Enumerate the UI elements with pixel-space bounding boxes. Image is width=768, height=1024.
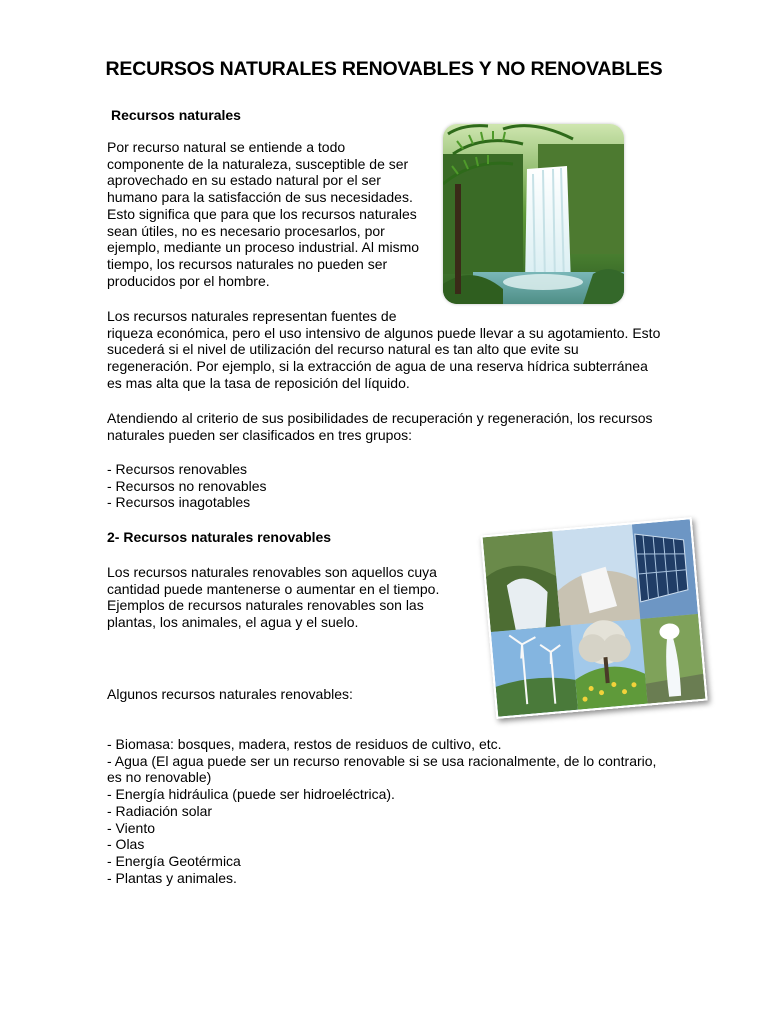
- text-line: aprovechado en su estado natural por el ser: [107, 172, 381, 189]
- text-line: humano para la satisfacción de sus necesidades.: [107, 189, 413, 206]
- text-line: riqueza económica, pero el uso intensivo de algunos puede llevar a su agotamiento. Esto: [107, 324, 661, 341]
- list-item: - Olas: [107, 836, 145, 853]
- text-line: sean útiles, no es necesario procesarlos, por: [107, 222, 385, 239]
- text-line: ejemplo, mediante un proceso industrial. Al mismo: [107, 239, 420, 256]
- renovables-intro-line: Algunos recursos naturales renovables:: [107, 686, 353, 702]
- text-line: Los recursos naturales renovables son aquellos cuya: [107, 564, 437, 580]
- text-line: producidos por el hombre.: [107, 272, 270, 289]
- list-item: es no renovable): [107, 769, 212, 786]
- section-heading-recursos-naturales: Recursos naturales: [111, 107, 241, 123]
- text-line: Por recurso natural se entiende a todo: [107, 139, 346, 155]
- text-line: componente de la naturaleza, susceptible de ser: [107, 155, 409, 172]
- renewable-resources-list: [107, 736, 656, 886]
- classification-paragraph: [107, 410, 653, 443]
- text-line: Ejemplos de recursos naturales renovables son las: [107, 597, 424, 614]
- list-item: - Biomasa: bosques, madera, restos de residuos de cultivo, etc.: [107, 736, 502, 752]
- text-line: Esto significa que para que los recursos naturales: [107, 205, 417, 222]
- text-line: plantas, los animales, el agua y el suelo.: [107, 614, 359, 631]
- economic-paragraph: [107, 308, 660, 392]
- list-item: - Radiación solar: [107, 802, 213, 819]
- text-line: regeneración. Por ejemplo, si la extracción de agua de una reserva hídrica subterránea: [107, 358, 648, 375]
- text-line: tiempo, los recursos naturales no pueden ser: [107, 255, 388, 272]
- resource-groups-list: [107, 461, 267, 511]
- list-item: - Viento: [107, 819, 155, 836]
- list-item: - Recursos renovables: [107, 461, 248, 477]
- list-item: - Agua (El agua puede ser un recurso renovable si se usa racionalmente, de lo contrario,: [107, 752, 657, 769]
- text-line: sucederá si el nivel de utilización del recurso natural es tan alto que evite su: [107, 341, 579, 358]
- renewable-collage-image: [480, 517, 707, 719]
- document-title: RECURSOS NATURALES RENOVABLES Y NO RENOVABLES: [105, 58, 663, 80]
- text-line: es mas alta que la tasa de reposición del líquido.: [107, 374, 410, 391]
- renovables-paragraph: [107, 564, 439, 631]
- list-item: - Plantas y animales.: [107, 869, 237, 886]
- list-item: - Energía Geotérmica: [107, 852, 241, 869]
- text-line: Los recursos naturales representan fuentes de: [107, 308, 397, 324]
- text-line: naturales pueden ser clasificados en tres grupos:: [107, 426, 413, 443]
- waterfall-image: [443, 124, 624, 304]
- list-item: - Energía hidráulica (puede ser hidroeléctrica).: [107, 786, 395, 803]
- text-line: cantidad puede mantenerse o aumentar en el tiempo.: [107, 580, 440, 597]
- list-item: - Recursos no renovables: [107, 477, 267, 494]
- intro-paragraph: [107, 139, 419, 289]
- section-heading-renovables: 2- Recursos naturales renovables: [107, 529, 332, 545]
- text-line: Atendiendo al criterio de sus posibilidades de recuperación y regeneración, los recursos: [107, 410, 653, 426]
- list-item: - Recursos inagotables: [107, 494, 251, 511]
